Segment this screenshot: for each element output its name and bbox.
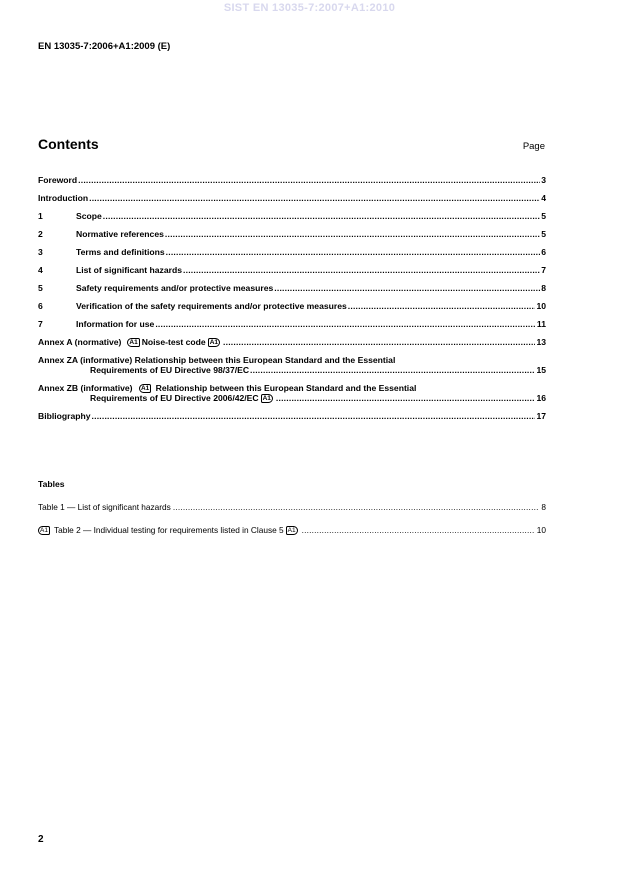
- table-entry-page: 8: [541, 502, 546, 512]
- toc-entry-annex-zb[interactable]: [38, 383, 546, 403]
- toc-entry-line2: [38, 365, 546, 375]
- toc-entry-page: 13: [536, 337, 546, 347]
- dot-leader: [89, 193, 540, 203]
- toc-entry-terms-definitions[interactable]: [38, 247, 546, 257]
- toc-entry-number: 2: [38, 229, 43, 239]
- toc-entry-introduction[interactable]: [38, 193, 546, 203]
- contents-title: Contents: [38, 136, 99, 152]
- toc-entry-annex-za[interactable]: [38, 355, 546, 375]
- toc-entry-page: 3: [541, 175, 546, 185]
- toc-entry-text: Noise-test code: [141, 337, 206, 347]
- table-entry-text: Table 1 — List of significant hazards: [38, 502, 171, 512]
- dot-leader: [173, 502, 540, 512]
- toc-entry-number: 3: [38, 247, 43, 257]
- toc-entry-page: 15: [536, 365, 546, 375]
- watermark: SIST EN 13035-7:2007+A1:2010: [223, 2, 396, 14]
- toc-entry-text-continued: Requirements of EU Directive 98/37/EC: [90, 365, 250, 375]
- amendment-end-marker-icon: A1: [209, 339, 219, 346]
- toc-entry-page: 5: [541, 229, 546, 239]
- amendment-start-marker-icon: A1: [40, 527, 48, 534]
- toc-entry-significant-hazards[interactable]: [38, 265, 546, 275]
- dot-leader: [302, 525, 535, 535]
- tables-heading: Tables: [38, 479, 65, 489]
- toc-entry-text-continued: Requirements of EU Directive 2006/42/EC: [90, 393, 259, 404]
- page-number: 2: [38, 834, 44, 845]
- toc-entry-text: Relationship between this European Standard and the Essential: [155, 383, 417, 393]
- dot-leader: [183, 265, 540, 275]
- table-of-contents: [38, 175, 546, 429]
- toc-entry-page: 11: [536, 319, 546, 329]
- toc-entry-text: Foreword: [38, 175, 78, 185]
- toc-entry-bibliography[interactable]: [38, 411, 546, 421]
- toc-entry-text: Information for use: [76, 319, 155, 329]
- toc-entry-annex-a[interactable]: [38, 337, 546, 347]
- toc-entry-text: Scope: [76, 211, 102, 221]
- toc-entry-normative-references[interactable]: [38, 229, 546, 239]
- toc-entry-number: 5: [38, 283, 43, 293]
- toc-entry-page: 6: [541, 247, 546, 257]
- dot-leader: [103, 211, 540, 221]
- dot-leader: [166, 247, 541, 257]
- dot-leader: [165, 229, 540, 239]
- dot-leader: [348, 301, 536, 311]
- toc-entry-safety-requirements[interactable]: [38, 283, 546, 293]
- toc-entry-number: 6: [38, 301, 43, 311]
- dot-leader: [155, 319, 536, 329]
- dot-leader: [223, 337, 535, 347]
- toc-entry-foreword[interactable]: [38, 175, 546, 185]
- toc-entry-page: 17: [536, 411, 546, 422]
- amendment-end-marker-icon: A1: [287, 527, 296, 534]
- page-column-label: Page: [522, 141, 545, 152]
- toc-entry-page: 5: [541, 211, 546, 221]
- toc-entry-page: 4: [541, 193, 546, 203]
- toc-entry-text: Normative references: [76, 229, 164, 239]
- toc-entry-information-for-use[interactable]: [38, 319, 546, 329]
- table-entry-page: 10: [536, 525, 546, 535]
- toc-entry-text: Introduction: [38, 193, 89, 203]
- table-entry-text: Table 2 — Individual testing for requirements listed in Clause 5: [53, 525, 284, 535]
- toc-entry-page: 10: [536, 301, 546, 311]
- toc-entry-line1: [38, 383, 546, 393]
- toc-entry-text: Verification of the safety requirements and/or protective measures: [76, 301, 347, 311]
- table-entry-2[interactable]: [38, 525, 546, 535]
- toc-entry-text: Safety requirements and/or protective measures: [76, 283, 274, 293]
- toc-entry-page: 16: [536, 393, 546, 404]
- dot-leader: [250, 365, 535, 375]
- amendment-start-marker-icon: A1: [140, 385, 150, 393]
- toc-entry-prefix: Annex A (normative): [38, 337, 122, 347]
- list-of-tables: [38, 502, 546, 548]
- toc-entry-text: Bibliography: [38, 411, 91, 422]
- dot-leader: [78, 175, 540, 185]
- toc-entry-number: 1: [38, 211, 43, 221]
- toc-entry-page: 8: [541, 283, 546, 293]
- toc-entry-number: 4: [38, 265, 43, 275]
- toc-entry-text: Terms and definitions: [76, 247, 165, 257]
- toc-entry-text: List of significant hazards: [76, 265, 183, 275]
- amendment-end-marker-icon: A1: [262, 395, 271, 403]
- document-id: EN 13035-7:2006+A1:2009 (E): [38, 41, 171, 52]
- toc-entry-scope[interactable]: [38, 211, 546, 221]
- dot-leader: [276, 393, 536, 403]
- dot-leader: [274, 283, 540, 293]
- toc-entry-verification[interactable]: [38, 301, 546, 311]
- amendment-start-marker-icon: A1: [129, 339, 138, 346]
- toc-entry-number: 7: [38, 319, 43, 329]
- table-entry-1[interactable]: [38, 502, 546, 512]
- toc-entry-line2: [38, 393, 546, 403]
- toc-entry-prefix: Annex ZB (informative): [38, 383, 133, 393]
- toc-entry-page: 7: [541, 265, 546, 275]
- toc-entry-text: Annex ZA (informative) Relationship between this European Standard and the Essential: [38, 355, 396, 365]
- dot-leader: [92, 411, 536, 421]
